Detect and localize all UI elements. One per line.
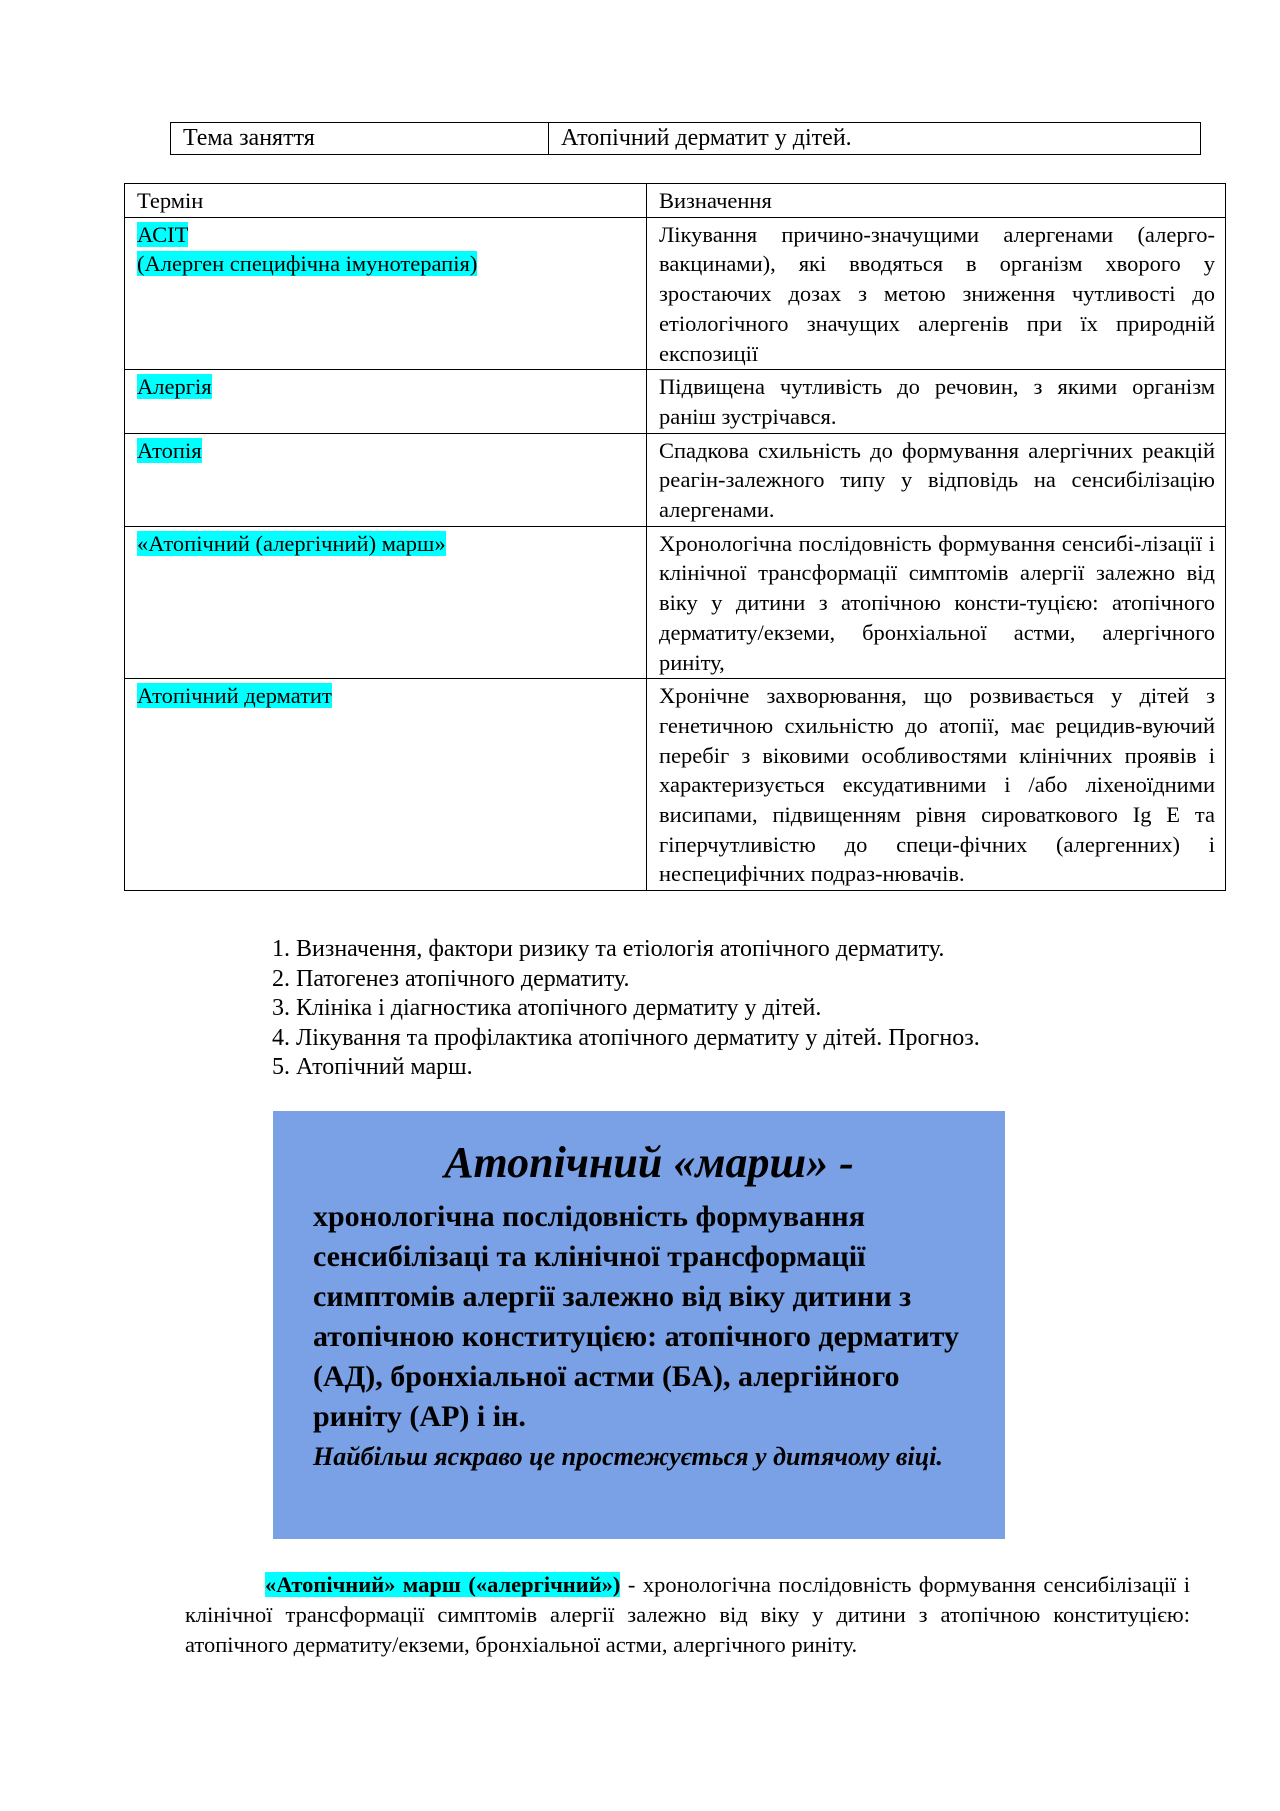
header-definition: Визначення	[647, 184, 1226, 218]
list-item: 4. Лікування та профілактика атопічного дерматиту у дітей. Прогноз.	[272, 1024, 980, 1051]
slide-note: Найбільш яскраво це простежується у дитячому віці.	[313, 1442, 943, 1471]
definition-cell: Підвищена чутливість до речовин, з якими організм раніш зустрічався.	[647, 370, 1226, 433]
list-item: 1. Визначення, фактори ризику та етіологія атопічного дерматиту.	[272, 936, 945, 962]
table-row	[125, 433, 1226, 526]
paragraph-text: - хронологічна послідовність формування сенсибілізації і клінічної трансформації симптомів алергії залежно від віку у дитини з атопічною конституцією: атопічного дерматиту/екземи, бронхіальної астми, алергічного риніту.	[185, 1572, 1191, 1657]
header-term: Термін	[125, 184, 647, 218]
paragraph-lead: «Атопічний» марш («алергічний»)	[265, 1572, 621, 1597]
terms-header-row	[125, 184, 1226, 218]
term-text: «Атопічний (алергічний) марш»	[137, 530, 446, 556]
term-text: Алергія	[137, 374, 212, 400]
lesson-plan-list	[272, 935, 980, 1083]
slide-box	[273, 1111, 1005, 1539]
term-text: Атопічний дерматит	[137, 683, 332, 709]
list-item: 2. Патогенез атопічного дерматиту.	[272, 965, 630, 992]
slide-body: хронологічна послідовність формування сенсибілізаці та клінічної трансформації симптомів алергії залежно від віку дитини з атопічною конституцією: атопічного дерматиту (АД), бронхіальної астми (БА), алергійного риніту (АР) і ін.	[313, 1200, 959, 1433]
table-row	[125, 370, 1226, 433]
topic-table	[170, 122, 1201, 155]
table-row	[125, 679, 1226, 891]
topic-label: Тема заняття	[171, 123, 549, 155]
definition-cell: Хронологічна послідовність формування сенсибі-лізації і клінічної трансформації симптомів алергії залежно від віку у дитини з атопічною консти-туцією: атопічного дерматиту/екземи, бронхіальної астми, алергічного риніту,	[647, 526, 1226, 679]
term-text: АСІТ	[137, 221, 189, 247]
topic-row	[171, 123, 1201, 155]
definition-paragraph	[185, 1570, 1190, 1660]
list-item: 5. Атопічний марш.	[272, 1054, 473, 1080]
term-cell	[125, 370, 647, 433]
topic-value: Атопічний дерматит у дітей.	[549, 123, 1201, 155]
term-cell	[125, 433, 647, 526]
term-cell	[125, 679, 647, 891]
term-cell	[125, 217, 647, 370]
term-text: Атопія	[137, 437, 202, 463]
slide-title: Атопічний «марш» -	[444, 1138, 854, 1187]
table-row	[125, 217, 1226, 370]
definition-cell: Хронічне захворювання, що розвивається у дітей з генетичною схильністю до атопії, має рецидив-вуючий перебіг з віковими особливостями клінічних проявів і характеризується ексудативними і /або ліхеноїдними висипами, підвищенням рівня сироваткового Ig E та гіперчутливістю до специ-фічних (алергенних) і неспецифічних подраз-нювачів.	[647, 679, 1226, 891]
term-subtext: (Алерген специфічна імунотерапія)	[137, 251, 478, 277]
term-cell	[125, 526, 647, 679]
list-item: 3. Клініка і діагностика атопічного дерматиту у дітей.	[272, 995, 822, 1021]
definition-cell: Спадкова схильність до формування алергічних реакцій реагін-залежного типу у відповідь на сенсибілізацію алергенами.	[647, 433, 1226, 526]
terms-table	[124, 183, 1226, 891]
definition-cell: Лікування причино-значущими алергенами (алерго-вакцинами), які вводяться в організм хворого у зростаючих дозах з метою зниження чутливості до етіологічного значущих алергенів при їх природній експозиції	[647, 217, 1226, 370]
table-row	[125, 526, 1226, 679]
